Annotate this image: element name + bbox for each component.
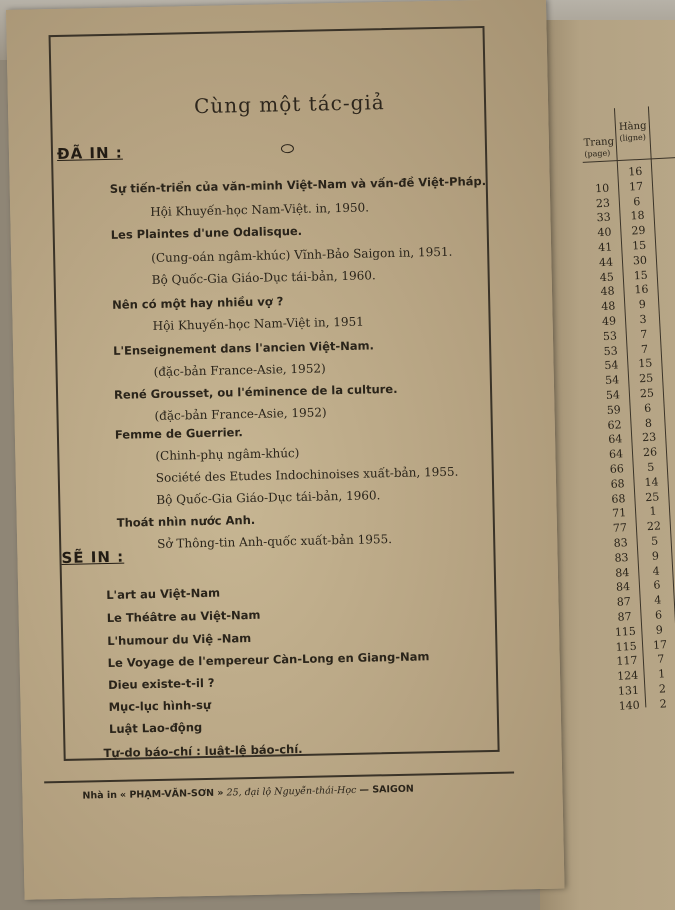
- forthcoming-title: Le Voyage de l'empereur Càn-Long en Giang-Nam: [107, 649, 430, 671]
- errata-line-number: 2: [658, 682, 667, 696]
- errata-page-number: 53: [603, 343, 618, 358]
- errata-line-number: 18: [630, 209, 645, 223]
- errata-page-number: 33: [596, 210, 612, 225]
- errata-page-number: 62: [607, 417, 622, 432]
- publication-title: René Grousset, ou l'éminence de la culture.: [113, 381, 398, 402]
- publication-detail: Bộ Quốc-Gia Giáo-Dục tái-bản, 1960.: [156, 488, 381, 507]
- publication-detail: Hội Khuyến-học Nam-Việt. in, 1950.: [150, 200, 370, 220]
- errata-page-number: 66: [609, 462, 625, 476]
- errata-line-number: 25: [638, 371, 654, 386]
- errata-line-number: 15: [633, 268, 649, 282]
- errata-page-number: 64: [607, 432, 623, 447]
- errata-col2-header: Hàng (ligne): [618, 120, 647, 143]
- errata-line-number: 15: [638, 356, 653, 371]
- errata-page-number: 40: [597, 225, 612, 240]
- errata-line-number: 16: [634, 283, 649, 297]
- errata-line-number: 16: [627, 164, 643, 179]
- errata-page-number: 131: [617, 683, 640, 698]
- errata-line-number: 8: [644, 416, 653, 430]
- publication-title: Sự tiến-triển của văn-minh Việt-Nam và vấn-đề Việt-Pháp.: [109, 173, 487, 196]
- errata-page-number: 41: [597, 240, 613, 255]
- publication-title: Thoát nhìn nước Anh.: [116, 512, 256, 530]
- errata-line-number: 17: [628, 179, 644, 194]
- footer-rule: [44, 772, 514, 784]
- errata-line-number: 22: [646, 519, 662, 534]
- errata-line-number: 6: [654, 608, 663, 622]
- errata-page-number: 54: [604, 373, 620, 388]
- publication-detail: Société des Etudes Indochinoises xuất-bản, 1955.: [155, 464, 459, 485]
- errata-line-number: 23: [641, 430, 657, 445]
- published-heading: ĐÃ IN :: [56, 143, 123, 163]
- errata-line-number: 15: [631, 238, 647, 253]
- errata-line-number: 17: [652, 637, 668, 652]
- errata-page-number: 115: [615, 639, 637, 654]
- errata-page-number: 117: [616, 654, 638, 669]
- errata-page-number: 77: [612, 521, 628, 536]
- errata-page-number: 45: [599, 270, 615, 284]
- errata-line-number: 9: [655, 623, 664, 637]
- publication-detail: Bộ Quốc-Gia Giáo-Dục tái-bản, 1960.: [151, 268, 376, 288]
- errata-line-number: 7: [639, 327, 648, 341]
- errata-page-number: 48: [600, 284, 615, 299]
- errata-line-number: 4: [653, 593, 662, 607]
- errata-page-number: 84: [614, 565, 630, 580]
- publication-title: Nên có một hay nhiều vợ ?: [112, 294, 284, 312]
- publication-detail: Hội Khuyến-học Nam-Việt in, 1951: [152, 314, 364, 333]
- errata-line-number: 5: [650, 534, 659, 548]
- errata-page-number: 124: [616, 668, 639, 684]
- errata-line-number: 4: [652, 564, 661, 578]
- forthcoming-title: L'art au Việt-Nam: [106, 585, 221, 603]
- errata-page-number: 53: [602, 329, 618, 343]
- publication-detail: (đặc-bản France-Asie, 1952): [154, 405, 327, 423]
- errata-page-number: 140: [618, 698, 641, 713]
- forthcoming-title: Luật Lao-động: [108, 720, 203, 736]
- left-page: [6, 0, 565, 900]
- errata-line-number: 6: [643, 401, 652, 415]
- errata-line-number: 3: [639, 312, 647, 327]
- forthcoming-title: Mục-lục hình-sự: [108, 697, 212, 715]
- errata-page-number: 59: [606, 403, 622, 417]
- errata-line-number: 6: [633, 194, 641, 208]
- errata-page-number: 68: [611, 491, 626, 506]
- errata-line-number: 6: [653, 578, 661, 593]
- errata-line-number: 25: [639, 386, 655, 401]
- publication-title: Les Plaintes d'une Odalisque.: [110, 223, 303, 242]
- errata-col1-header: Trang (page): [583, 136, 615, 159]
- errata-page-number: 115: [614, 624, 637, 639]
- errata-line-number: 25: [645, 489, 660, 504]
- forthcoming-title: Dieu existe-t-il ?: [108, 675, 215, 693]
- errata-page-number: 54: [605, 388, 621, 403]
- errata-page-number: 83: [613, 536, 629, 550]
- printer-footer: Nhà in « PHẠM-VĂN-SƠN » 25, đại lộ Nguyễn-thái-Học — SAIGON: [82, 783, 414, 802]
- errata-page-number: 84: [615, 580, 631, 595]
- forthcoming-title: Tự-do báo-chí : luật-lệ báo-chí.: [103, 741, 303, 761]
- publication-detail: (Cung-oán ngâm-khúc) Vĩnh-Bảo Saigon in, 1951.: [151, 244, 453, 266]
- errata-page-number: 10: [594, 181, 610, 196]
- errata-page-number: 83: [614, 550, 629, 565]
- errata-page-number: 54: [604, 358, 619, 373]
- errata-page-number: 23: [595, 196, 611, 210]
- errata-line-number: 9: [638, 298, 647, 312]
- errata-page-number: 87: [617, 610, 632, 624]
- errata-page-number: 48: [600, 299, 616, 314]
- errata-line-number: 5: [646, 460, 655, 474]
- publication-detail: Sở Thông-tin Anh-quốc xuất-bản 1955.: [157, 532, 393, 551]
- publication-title: L'Enseignement dans l'ancien Việt-Nam.: [113, 338, 375, 358]
- page-title: Cùng một tác-giả: [193, 90, 385, 119]
- errata-line-number: 29: [631, 223, 646, 238]
- errata-line-number: 2: [659, 697, 668, 711]
- errata-page-number: 64: [608, 447, 624, 462]
- errata-page-number: 68: [610, 476, 625, 491]
- publication-title: Femme de Guerrier.: [114, 425, 243, 442]
- errata-line-number: 7: [640, 342, 649, 356]
- errata-line-number: 9: [651, 549, 660, 563]
- errata-page-number: 71: [611, 506, 627, 521]
- forthcoming-title: L'humour du Việ -Nam: [107, 631, 252, 649]
- publication-detail: (đặc-bản France-Asie, 1952): [153, 361, 326, 379]
- errata-line-number: 14: [644, 475, 659, 489]
- errata-line-number: 30: [632, 253, 648, 268]
- errata-line-number: 1: [657, 667, 666, 681]
- errata-page-number: 87: [616, 595, 632, 609]
- forthcoming-title: Le Théâtre au Việt-Nam: [106, 607, 261, 626]
- errata-line-number: 7: [657, 652, 665, 667]
- errata-page-number: 44: [598, 255, 614, 270]
- publication-detail: (Chinh-phụ ngâm-khúc): [155, 445, 300, 463]
- forthcoming-heading: SẼ IN :: [61, 547, 125, 567]
- errata-line-number: 26: [642, 445, 658, 460]
- errata-line-number: 1: [649, 504, 657, 519]
- errata-page-number: 49: [601, 314, 617, 329]
